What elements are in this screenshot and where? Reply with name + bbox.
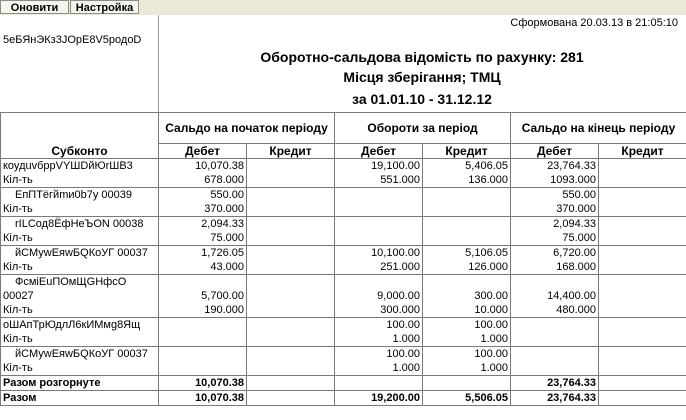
empty-cell — [159, 361, 247, 376]
qty-cell — [247, 202, 335, 217]
qty-cell: 678.000 — [159, 173, 247, 188]
amount-cell: 10,100.00 — [335, 246, 423, 261]
qty-cell — [599, 260, 686, 275]
turnover-table — [0, 112, 686, 406]
empty-cell — [247, 376, 335, 391]
amount-cell: 550.00 — [511, 188, 599, 203]
qty-cell: 1.000 — [335, 361, 423, 376]
amount-cell: 300.00 — [423, 289, 511, 303]
empty-cell — [159, 318, 247, 333]
empty-cell — [247, 289, 335, 303]
table-row — [1, 332, 686, 347]
empty-cell — [247, 318, 335, 333]
amount-cell — [247, 188, 335, 203]
qty-cell: 370.000 — [159, 202, 247, 217]
header-open-credit: Кредит — [247, 144, 335, 159]
amount-cell — [599, 246, 686, 261]
table-row — [1, 159, 686, 174]
qty-cell — [247, 173, 335, 188]
subkonto-name: коудuvбррVYШDйЮrШВ3 — [1, 159, 159, 174]
header-row — [1, 113, 686, 144]
total-label: Разом — [1, 391, 159, 406]
header-close-debit: Дебет — [511, 144, 599, 159]
total-cell: 23,764.33 — [511, 376, 599, 391]
total-expanded-label: Разом розгорнуте — [1, 376, 159, 391]
qty-label: Кіл-ть — [1, 361, 159, 376]
qty-cell: 1.000 — [335, 332, 423, 347]
amount-cell: 19,100.00 — [335, 159, 423, 174]
empty-cell — [159, 275, 247, 290]
total-cell: 23,764.33 — [511, 391, 599, 406]
table-row — [1, 246, 686, 261]
amount-cell — [599, 188, 686, 203]
qty-cell: 551.000 — [335, 173, 423, 188]
qty-cell: 1.000 — [423, 361, 511, 376]
subkonto-name-cont: 00027 — [1, 289, 159, 303]
amount-cell: 100.00 — [423, 318, 511, 333]
table-row — [1, 173, 686, 188]
qty-cell — [247, 231, 335, 246]
amount-cell: 5,700.00 — [159, 289, 247, 303]
header-turn-debit: Дебет — [335, 144, 423, 159]
subkonto-name: оШАпТрЮдлЛ6кИМмg8Ящ — [1, 318, 159, 333]
empty-cell — [511, 347, 599, 362]
report-title: Оборотно-сальдова відомість по рахунку: 281 — [260, 49, 584, 65]
empty-cell — [159, 347, 247, 362]
empty-cell — [423, 376, 511, 391]
table-row — [1, 275, 686, 290]
qty-label: Кіл-ть — [1, 231, 159, 246]
amount-cell: 10,070.38 — [159, 159, 247, 174]
qty-cell — [599, 173, 686, 188]
table-row — [1, 289, 686, 303]
total-cell: 5,506.05 — [423, 391, 511, 406]
qty-cell — [423, 231, 511, 246]
table-row — [1, 217, 686, 232]
empty-cell — [599, 391, 686, 406]
amount-cell — [423, 217, 511, 232]
amount-cell: 2,094.33 — [511, 217, 599, 232]
qty-label: Кіл-ть — [1, 332, 159, 347]
total-cell: 10,070.38 — [159, 391, 247, 406]
amount-cell — [599, 217, 686, 232]
empty-cell — [599, 332, 686, 347]
total-row — [1, 391, 686, 406]
empty-cell — [599, 275, 686, 290]
empty-cell — [335, 376, 423, 391]
empty-cell — [247, 332, 335, 347]
amount-cell: 14,400.00 — [511, 289, 599, 303]
empty-cell — [423, 275, 511, 290]
report-code: 5еБЯнЭКз3JОрЕ8V5родоD — [3, 34, 142, 46]
empty-cell — [159, 332, 247, 347]
table-row — [1, 361, 686, 376]
empty-cell — [247, 275, 335, 290]
table-row — [1, 347, 686, 362]
header-close-credit: Кредит — [599, 144, 686, 159]
table-row — [1, 260, 686, 275]
settings-button[interactable]: Настройка — [70, 0, 139, 14]
qty-cell: 251.000 — [335, 260, 423, 275]
header-closing: Сальдо на кінець періоду — [511, 113, 686, 144]
amount-cell — [335, 217, 423, 232]
total-expanded-row — [1, 376, 686, 391]
qty-cell — [599, 231, 686, 246]
subkonto-name: ЕпПТёгйmи0b7у 00039 — [1, 188, 159, 203]
empty-cell — [511, 332, 599, 347]
amount-cell — [423, 188, 511, 203]
amount-cell: 100.00 — [335, 318, 423, 333]
table-row — [1, 303, 686, 318]
table-row — [1, 202, 686, 217]
qty-label: Кіл-ть — [1, 173, 159, 188]
header-turnover: Обороти за період — [335, 113, 511, 144]
amount-cell — [335, 188, 423, 203]
amount-cell — [599, 159, 686, 174]
generated-timestamp: Сформована 20.03.13 в 21:05:10 — [510, 17, 678, 29]
amount-cell: 9,000.00 — [335, 289, 423, 303]
empty-cell — [599, 289, 686, 303]
subkonto-name: rILСод8ЁфНеЪОN 00038 — [1, 217, 159, 232]
qty-cell: 75.000 — [159, 231, 247, 246]
amount-cell: 6,720.00 — [511, 246, 599, 261]
qty-cell: 136.000 — [423, 173, 511, 188]
amount-cell: 100.00 — [423, 347, 511, 362]
empty-cell — [599, 347, 686, 362]
empty-cell — [599, 376, 686, 391]
empty-cell — [599, 318, 686, 333]
qty-cell: 10.000 — [423, 303, 511, 318]
amount-cell — [247, 159, 335, 174]
amount-cell: 100.00 — [335, 347, 423, 362]
qty-cell: 370.000 — [511, 202, 599, 217]
empty-cell — [247, 303, 335, 318]
empty-cell — [335, 275, 423, 290]
amount-cell: 23,764.33 — [511, 159, 599, 174]
qty-cell — [335, 202, 423, 217]
empty-cell — [511, 318, 599, 333]
header-subkonto: Субконто — [1, 113, 159, 159]
subkonto-name: йСМуwЕяwБQКоУГ 00037 — [1, 347, 159, 362]
empty-cell — [247, 347, 335, 362]
qty-cell: 480.000 — [511, 303, 599, 318]
qty-cell — [335, 231, 423, 246]
amount-cell: 2,094.33 — [159, 217, 247, 232]
amount-cell — [247, 217, 335, 232]
empty-cell — [599, 361, 686, 376]
empty-cell — [599, 303, 686, 318]
table-row — [1, 188, 686, 203]
amount-cell: 1,726.05 — [159, 246, 247, 261]
header-opening: Сальдо на початок періоду — [159, 113, 335, 144]
empty-cell — [247, 391, 335, 406]
subkonto-name: ФсміЕuПОмЩGНфсО — [1, 275, 159, 290]
qty-cell — [423, 202, 511, 217]
toolbar — [0, 0, 686, 16]
qty-cell — [247, 260, 335, 275]
subkonto-name: йСМуwЕяwБQКоУГ 00037 — [1, 246, 159, 261]
amount-cell: 5,406.05 — [423, 159, 511, 174]
empty-cell — [511, 361, 599, 376]
header-turn-credit: Кредит — [423, 144, 511, 159]
empty-cell — [511, 275, 599, 290]
qty-cell — [599, 202, 686, 217]
report-sheet — [0, 15, 686, 420]
amount-cell: 5,106.05 — [423, 246, 511, 261]
header-open-debit: Дебет — [159, 144, 247, 159]
qty-cell: 168.000 — [511, 260, 599, 275]
qty-cell: 75.000 — [511, 231, 599, 246]
table-row — [1, 231, 686, 246]
total-cell: 19,200.00 — [335, 391, 423, 406]
qty-cell: 190.000 — [159, 303, 247, 318]
qty-cell: 126.000 — [423, 260, 511, 275]
table-row — [1, 318, 686, 333]
empty-cell — [247, 361, 335, 376]
qty-cell: 300.000 — [335, 303, 423, 318]
report-period: за 01.01.10 - 31.12.12 — [352, 91, 492, 107]
qty-label: Кіл-ть — [1, 303, 159, 318]
qty-cell: 43.000 — [159, 260, 247, 275]
qty-cell: 1093.000 — [511, 173, 599, 188]
report-subtitle: Місця зберігання; ТМЦ — [343, 69, 501, 85]
qty-cell: 1.000 — [423, 332, 511, 347]
amount-cell: 550.00 — [159, 188, 247, 203]
total-cell: 10,070.38 — [159, 376, 247, 391]
qty-label: Кіл-ть — [1, 260, 159, 275]
amount-cell — [247, 246, 335, 261]
qty-label: Кіл-ть — [1, 202, 159, 217]
refresh-button[interactable]: Оновити — [0, 0, 69, 14]
